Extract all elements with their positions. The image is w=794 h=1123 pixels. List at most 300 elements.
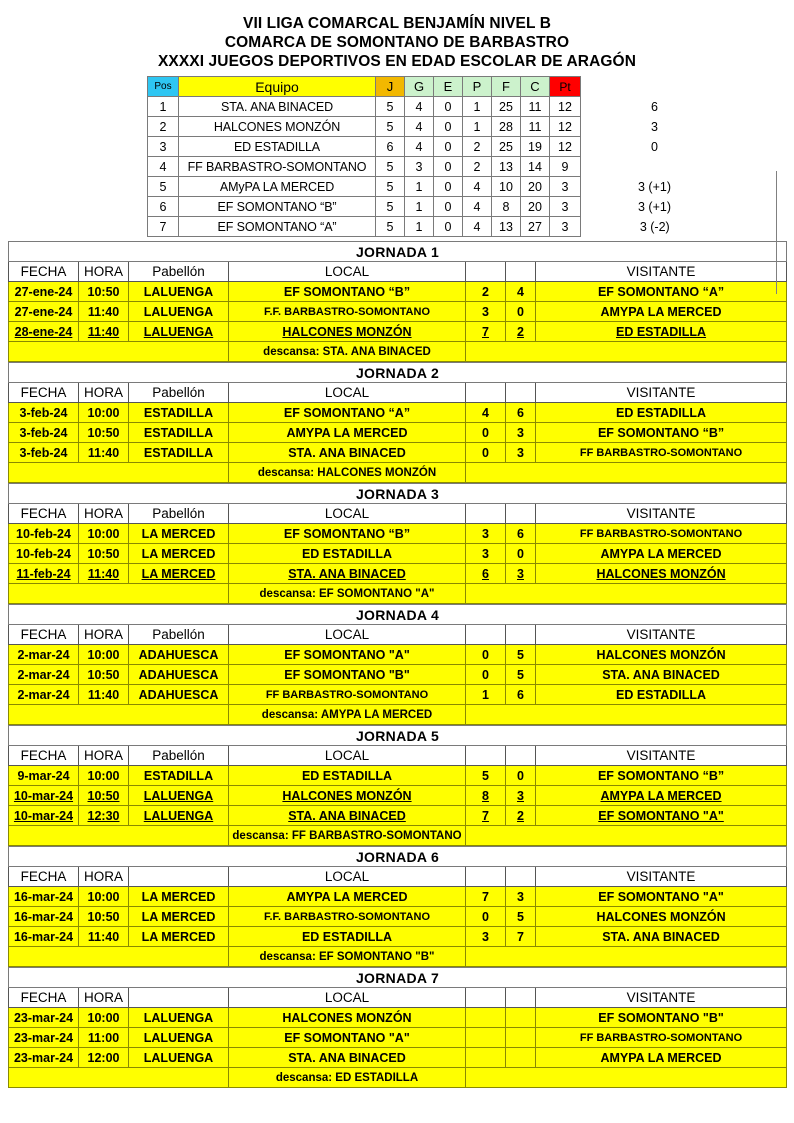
standings-cell-f: 13 xyxy=(492,217,521,237)
match-cell-local: HALCONES MONZÓN xyxy=(229,1008,466,1028)
standings-cell-e: 0 xyxy=(434,157,463,177)
descansa-left-blank xyxy=(9,947,229,967)
jornada-header-score1 xyxy=(466,746,506,766)
match-cell-score2: 5 xyxy=(506,907,536,927)
match-cell-visitante: HALCONES MONZÓN xyxy=(536,907,787,927)
descansa-right-blank xyxy=(466,342,787,362)
match-cell-score1: 4 xyxy=(466,403,506,423)
standings-cell-note: 3 (+1) xyxy=(581,177,729,197)
standings-cell-c: 11 xyxy=(521,97,550,117)
jornada-header-visitante: VISITANTE xyxy=(536,988,787,1008)
match-cell-score2: 4 xyxy=(506,282,536,302)
jornada-table xyxy=(8,725,787,846)
match-cell-fecha: 16-mar-24 xyxy=(9,927,79,947)
jornada-title-row xyxy=(9,726,787,746)
jornada-table xyxy=(8,241,787,362)
match-cell-fecha: 3-feb-24 xyxy=(9,443,79,463)
jornada-header-visitante: VISITANTE xyxy=(536,746,787,766)
match-cell-score1 xyxy=(466,1008,506,1028)
standings-cell-team: EF SOMONTANO “B” xyxy=(179,197,376,217)
jornada-header-pabellon: Pabellón xyxy=(129,625,229,645)
standings-row xyxy=(148,157,729,177)
match-row[interactable] xyxy=(9,645,787,665)
match-cell-score1: 3 xyxy=(466,302,506,322)
jornada-table xyxy=(8,483,787,604)
match-cell-pabellon: ADAHUESCA xyxy=(129,665,229,685)
match-row[interactable] xyxy=(9,806,787,826)
standings-cell-pt: 12 xyxy=(550,117,581,137)
standings-cell-pt: 9 xyxy=(550,157,581,177)
standings-cell-pos: 4 xyxy=(148,157,179,177)
title-line-1: VII LIGA COMARCAL BENJAMÍN NIVEL B xyxy=(243,15,551,32)
standings-cell-j: 5 xyxy=(376,217,405,237)
match-cell-visitante: AMYPA LA MERCED xyxy=(536,544,787,564)
match-cell-visitante: HALCONES MONZÓN xyxy=(536,645,787,665)
standings-cell-pos: 5 xyxy=(148,177,179,197)
match-row[interactable] xyxy=(9,1028,787,1048)
match-cell-score1: 7 xyxy=(466,887,506,907)
jornada-header-pabellon: Pabellón xyxy=(129,383,229,403)
match-cell-local: AMYPA LA MERCED xyxy=(229,887,466,907)
standings-header-p: P xyxy=(463,77,492,97)
match-cell-score2: 3 xyxy=(506,443,536,463)
jornada-header-local: LOCAL xyxy=(229,988,466,1008)
document-title-block xyxy=(0,0,794,71)
match-row[interactable] xyxy=(9,786,787,806)
match-cell-score2: 5 xyxy=(506,665,536,685)
descansa-row xyxy=(9,826,787,846)
jornadas-section xyxy=(0,241,794,1088)
standings-cell-pt: 12 xyxy=(550,97,581,117)
match-cell-visitante: AMYPA LA MERCED xyxy=(536,786,787,806)
standings-header-row xyxy=(148,77,729,97)
standings-cell-team: EF SOMONTANO “A” xyxy=(179,217,376,237)
jornada-header-pabellon: Pabellón xyxy=(129,746,229,766)
descansa-row xyxy=(9,584,787,604)
match-cell-fecha: 28-ene-24 xyxy=(9,322,79,342)
match-row[interactable] xyxy=(9,927,787,947)
match-cell-hora: 10:50 xyxy=(79,665,129,685)
match-cell-score2 xyxy=(506,1028,536,1048)
match-cell-fecha: 3-feb-24 xyxy=(9,403,79,423)
match-cell-local: AMYPA LA MERCED xyxy=(229,423,466,443)
match-cell-pabellon: ESTADILLA xyxy=(129,766,229,786)
match-cell-hora: 12:00 xyxy=(79,1048,129,1068)
match-row[interactable] xyxy=(9,685,787,705)
jornada-title: JORNADA 7 xyxy=(9,968,787,988)
match-cell-pabellon: ESTADILLA xyxy=(129,443,229,463)
match-cell-score2: 3 xyxy=(506,887,536,907)
jornada-header-hora: HORA xyxy=(79,504,129,524)
standings-cell-pos: 6 xyxy=(148,197,179,217)
match-cell-score1: 3 xyxy=(466,544,506,564)
match-cell-score1: 0 xyxy=(466,423,506,443)
jornada-header-score2 xyxy=(506,746,536,766)
match-cell-score2: 0 xyxy=(506,302,536,322)
match-cell-fecha: 23-mar-24 xyxy=(9,1048,79,1068)
match-cell-score1: 8 xyxy=(466,786,506,806)
standings-cell-p: 4 xyxy=(463,197,492,217)
jornada-table xyxy=(8,967,787,1088)
match-cell-fecha: 2-mar-24 xyxy=(9,665,79,685)
standings-row xyxy=(148,197,729,217)
standings-cell-f: 10 xyxy=(492,177,521,197)
jornada-header-hora: HORA xyxy=(79,262,129,282)
match-row[interactable] xyxy=(9,403,787,423)
match-row[interactable] xyxy=(9,766,787,786)
standings-cell-c: 14 xyxy=(521,157,550,177)
match-cell-visitante: EF SOMONTANO "A" xyxy=(536,806,787,826)
standings-cell-f: 25 xyxy=(492,97,521,117)
match-cell-pabellon: LA MERCED xyxy=(129,564,229,584)
descansa-row xyxy=(9,947,787,967)
standings-cell-pos: 2 xyxy=(148,117,179,137)
match-cell-score1: 5 xyxy=(466,766,506,786)
match-cell-pabellon: LALUENGA xyxy=(129,1048,229,1068)
match-row[interactable] xyxy=(9,1008,787,1028)
standings-cell-e: 0 xyxy=(434,117,463,137)
match-cell-pabellon: LALUENGA xyxy=(129,322,229,342)
match-cell-pabellon: LA MERCED xyxy=(129,544,229,564)
standings-header-note xyxy=(581,77,729,97)
match-cell-local: EF SOMONTANO "A" xyxy=(229,1028,466,1048)
match-cell-score2: 6 xyxy=(506,685,536,705)
match-cell-pabellon: LALUENGA xyxy=(129,806,229,826)
match-cell-hora: 10:00 xyxy=(79,766,129,786)
jornada-title-row xyxy=(9,847,787,867)
match-cell-visitante: EF SOMONTANO “B” xyxy=(536,766,787,786)
standings-cell-g: 4 xyxy=(405,137,434,157)
jornada-header-score2 xyxy=(506,383,536,403)
match-cell-score2: 7 xyxy=(506,927,536,947)
descansa-label: descansa: EF SOMONTANO "A" xyxy=(229,584,466,604)
match-cell-pabellon: LALUENGA xyxy=(129,1028,229,1048)
match-cell-visitante: ED ESTADILLA xyxy=(536,403,787,423)
standings-cell-pos: 1 xyxy=(148,97,179,117)
match-cell-visitante: AMYPA LA MERCED xyxy=(536,302,787,322)
standings-cell-team: FF BARBASTRO-SOMONTANO xyxy=(179,157,376,177)
match-cell-visitante: STA. ANA BINACED xyxy=(536,927,787,947)
match-row[interactable] xyxy=(9,282,787,302)
match-cell-score1: 3 xyxy=(466,524,506,544)
match-cell-local: STA. ANA BINACED xyxy=(229,564,466,584)
standings-cell-f: 8 xyxy=(492,197,521,217)
standings-header-g: G xyxy=(405,77,434,97)
standings-cell-pt: 3 xyxy=(550,217,581,237)
match-cell-pabellon: ADAHUESCA xyxy=(129,645,229,665)
descansa-label: descansa: EF SOMONTANO "B" xyxy=(229,947,466,967)
standings-cell-note: 6 xyxy=(581,97,729,117)
match-cell-score2 xyxy=(506,1048,536,1068)
descansa-left-blank xyxy=(9,1068,229,1088)
jornada-header-fecha: FECHA xyxy=(9,746,79,766)
standings-header-j: J xyxy=(376,77,405,97)
jornada-title-row xyxy=(9,242,787,262)
match-cell-score1: 7 xyxy=(466,322,506,342)
standings-row xyxy=(148,97,729,117)
match-cell-hora: 11:40 xyxy=(79,443,129,463)
match-cell-score1: 3 xyxy=(466,927,506,947)
match-cell-pabellon: LALUENGA xyxy=(129,302,229,322)
standings-cell-team: STA. ANA BINACED xyxy=(179,97,376,117)
jornada-header-local: LOCAL xyxy=(229,262,466,282)
match-cell-hora: 11:40 xyxy=(79,685,129,705)
match-row[interactable] xyxy=(9,544,787,564)
standings-cell-pos: 7 xyxy=(148,217,179,237)
standings-cell-g: 3 xyxy=(405,157,434,177)
standings-header-f: F xyxy=(492,77,521,97)
descansa-label: descansa: ED ESTADILLA xyxy=(229,1068,466,1088)
match-cell-fecha: 16-mar-24 xyxy=(9,887,79,907)
standings-cell-pt: 3 xyxy=(550,197,581,217)
match-cell-fecha: 23-mar-24 xyxy=(9,1008,79,1028)
match-cell-fecha: 10-mar-24 xyxy=(9,786,79,806)
descansa-right-blank xyxy=(466,584,787,604)
jornada-header-hora: HORA xyxy=(79,383,129,403)
jornada-header-pabellon xyxy=(129,988,229,1008)
standings-header-equipo: Equipo xyxy=(179,77,376,97)
match-cell-score1: 0 xyxy=(466,907,506,927)
jornada-header-pabellon: Pabellón xyxy=(129,504,229,524)
jornada-header-hora: HORA xyxy=(79,867,129,887)
match-row[interactable] xyxy=(9,524,787,544)
descansa-row xyxy=(9,1068,787,1088)
match-row[interactable] xyxy=(9,907,787,927)
standings-cell-p: 2 xyxy=(463,137,492,157)
match-cell-visitante: ED ESTADILLA xyxy=(536,322,787,342)
standings-cell-team: ED ESTADILLA xyxy=(179,137,376,157)
jornada-header-row xyxy=(9,504,787,524)
standings-cell-p: 4 xyxy=(463,177,492,197)
standings-cell-j: 5 xyxy=(376,177,405,197)
descansa-label: descansa: HALCONES MONZÓN xyxy=(229,463,466,483)
match-cell-score2: 6 xyxy=(506,524,536,544)
match-cell-visitante: EF SOMONTANO “B” xyxy=(536,423,787,443)
jornada-header-hora: HORA xyxy=(79,746,129,766)
standings-cell-e: 0 xyxy=(434,197,463,217)
jornada-title: JORNADA 4 xyxy=(9,605,787,625)
match-cell-visitante: EF SOMONTANO “A” xyxy=(536,282,787,302)
jornada-header-score1 xyxy=(466,383,506,403)
standings-row xyxy=(148,137,729,157)
match-cell-pabellon: LALUENGA xyxy=(129,282,229,302)
jornada-header-local: LOCAL xyxy=(229,625,466,645)
match-cell-visitante: HALCONES MONZÓN xyxy=(536,564,787,584)
standings-cell-e: 0 xyxy=(434,97,463,117)
match-cell-score1: 0 xyxy=(466,443,506,463)
match-cell-hora: 10:00 xyxy=(79,1008,129,1028)
descansa-left-blank xyxy=(9,826,229,846)
jornada-header-pabellon xyxy=(129,867,229,887)
descansa-right-blank xyxy=(466,826,787,846)
match-cell-hora: 10:50 xyxy=(79,282,129,302)
match-cell-visitante: FF BARBASTRO-SOMONTANO xyxy=(536,443,787,463)
match-row[interactable] xyxy=(9,665,787,685)
jornada-header-row xyxy=(9,867,787,887)
standings-cell-c: 20 xyxy=(521,177,550,197)
match-cell-score1: 1 xyxy=(466,685,506,705)
jornada-header-local: LOCAL xyxy=(229,867,466,887)
jornada-header-visitante: VISITANTE xyxy=(536,504,787,524)
match-cell-score2: 3 xyxy=(506,786,536,806)
standings-header-e: E xyxy=(434,77,463,97)
match-cell-local: FF BARBASTRO-SOMONTANO xyxy=(229,685,466,705)
jornada-header-score2 xyxy=(506,988,536,1008)
standings-cell-pt: 12 xyxy=(550,137,581,157)
standings-cell-p: 2 xyxy=(463,157,492,177)
jornada-header-row xyxy=(9,625,787,645)
match-cell-pabellon: LA MERCED xyxy=(129,524,229,544)
match-row[interactable] xyxy=(9,322,787,342)
match-cell-score1: 0 xyxy=(466,645,506,665)
match-cell-fecha: 3-feb-24 xyxy=(9,423,79,443)
jornada-header-fecha: FECHA xyxy=(9,867,79,887)
standings-cell-e: 0 xyxy=(434,217,463,237)
match-cell-visitante: EF SOMONTANO "A" xyxy=(536,887,787,907)
descansa-label: descansa: FF BARBASTRO-SOMONTANO xyxy=(229,826,466,846)
match-cell-score1 xyxy=(466,1028,506,1048)
match-cell-hora: 10:50 xyxy=(79,786,129,806)
match-cell-fecha: 10-feb-24 xyxy=(9,524,79,544)
descansa-label: descansa: STA. ANA BINACED xyxy=(229,342,466,362)
standings-table xyxy=(147,76,729,237)
jornada-header-score2 xyxy=(506,262,536,282)
match-cell-hora: 10:00 xyxy=(79,645,129,665)
jornada-header-score1 xyxy=(466,867,506,887)
standings-cell-note: 3 xyxy=(581,117,729,137)
match-row[interactable] xyxy=(9,564,787,584)
match-cell-hora: 10:00 xyxy=(79,887,129,907)
jornada-title: JORNADA 1 xyxy=(9,242,787,262)
standings-cell-team: AMyPA LA MERCED xyxy=(179,177,376,197)
jornada-header-row xyxy=(9,988,787,1008)
standings-cell-c: 11 xyxy=(521,117,550,137)
jornada-table xyxy=(8,362,787,483)
standings-header-pos: Pos xyxy=(148,77,179,97)
jornada-header-score2 xyxy=(506,867,536,887)
match-cell-score2: 5 xyxy=(506,645,536,665)
match-cell-hora: 12:30 xyxy=(79,806,129,826)
jornada-header-score2 xyxy=(506,504,536,524)
match-cell-hora: 10:00 xyxy=(79,403,129,423)
match-cell-visitante: AMYPA LA MERCED xyxy=(536,1048,787,1068)
standings-cell-c: 20 xyxy=(521,197,550,217)
standings-cell-note: 3 (-2) xyxy=(581,217,729,237)
jornada-header-visitante: VISITANTE xyxy=(536,625,787,645)
jornada-header-score1 xyxy=(466,262,506,282)
descansa-left-blank xyxy=(9,463,229,483)
standings-cell-note xyxy=(581,157,729,177)
match-cell-fecha: 27-ene-24 xyxy=(9,282,79,302)
jornada-header-fecha: FECHA xyxy=(9,262,79,282)
match-row[interactable] xyxy=(9,443,787,463)
standings-cell-j: 6 xyxy=(376,137,405,157)
match-cell-score2: 0 xyxy=(506,766,536,786)
match-cell-hora: 10:50 xyxy=(79,423,129,443)
standings-cell-note: 3 (+1) xyxy=(581,197,729,217)
match-cell-pabellon: LA MERCED xyxy=(129,887,229,907)
jornada-header-fecha: FECHA xyxy=(9,625,79,645)
match-row[interactable] xyxy=(9,423,787,443)
match-cell-local: STA. ANA BINACED xyxy=(229,806,466,826)
jornada-table xyxy=(8,846,787,967)
match-cell-visitante: ED ESTADILLA xyxy=(536,685,787,705)
title-line-2: COMARCA DE SOMONTANO DE BARBASTRO xyxy=(224,34,570,51)
standings-cell-g: 4 xyxy=(405,97,434,117)
match-cell-local: EF SOMONTANO “A” xyxy=(229,403,466,423)
match-cell-local: STA. ANA BINACED xyxy=(229,443,466,463)
standings-cell-e: 0 xyxy=(434,137,463,157)
match-cell-fecha: 23-mar-24 xyxy=(9,1028,79,1048)
descansa-row xyxy=(9,705,787,725)
standings-section xyxy=(0,76,794,237)
match-cell-hora: 11:40 xyxy=(79,302,129,322)
jornada-header-local: LOCAL xyxy=(229,746,466,766)
match-cell-hora: 10:50 xyxy=(79,544,129,564)
standings-cell-g: 4 xyxy=(405,117,434,137)
match-cell-fecha: 2-mar-24 xyxy=(9,645,79,665)
descansa-right-blank xyxy=(466,463,787,483)
standings-cell-j: 5 xyxy=(376,197,405,217)
match-cell-pabellon: LA MERCED xyxy=(129,907,229,927)
standings-cell-c: 27 xyxy=(521,217,550,237)
jornada-title: JORNADA 3 xyxy=(9,484,787,504)
match-cell-pabellon: ADAHUESCA xyxy=(129,685,229,705)
jornada-table xyxy=(8,604,787,725)
match-cell-score1 xyxy=(466,1048,506,1068)
standings-cell-g: 1 xyxy=(405,217,434,237)
match-cell-hora: 10:00 xyxy=(79,524,129,544)
match-cell-score1: 0 xyxy=(466,665,506,685)
jornada-header-visitante: VISITANTE xyxy=(536,383,787,403)
match-cell-fecha: 2-mar-24 xyxy=(9,685,79,705)
jornada-header-hora: HORA xyxy=(79,988,129,1008)
descansa-left-blank xyxy=(9,342,229,362)
jornada-header-pabellon: Pabellón xyxy=(129,262,229,282)
standings-header-c: C xyxy=(521,77,550,97)
jornada-header-local: LOCAL xyxy=(229,383,466,403)
jornada-header-fecha: FECHA xyxy=(9,504,79,524)
descansa-row xyxy=(9,463,787,483)
standings-cell-p: 1 xyxy=(463,97,492,117)
standings-row xyxy=(148,117,729,137)
jornada-header-visitante: VISITANTE xyxy=(536,262,787,282)
jornada-title: JORNADA 6 xyxy=(9,847,787,867)
match-cell-fecha: 16-mar-24 xyxy=(9,907,79,927)
standings-cell-p: 1 xyxy=(463,117,492,137)
match-row[interactable] xyxy=(9,887,787,907)
standings-cell-e: 0 xyxy=(434,177,463,197)
descansa-left-blank xyxy=(9,705,229,725)
jornada-title-row xyxy=(9,968,787,988)
match-cell-local: EF SOMONTANO “B” xyxy=(229,524,466,544)
match-cell-local: EF SOMONTANO "A" xyxy=(229,645,466,665)
match-cell-score1: 2 xyxy=(466,282,506,302)
jornada-header-row xyxy=(9,383,787,403)
standings-cell-g: 1 xyxy=(405,177,434,197)
title-line-3: XXXXI JUEGOS DEPORTIVOS EN EDAD ESCOLAR DE ARAGÓN xyxy=(157,53,636,70)
descansa-row xyxy=(9,342,787,362)
standings-cell-p: 4 xyxy=(463,217,492,237)
jornada-header-score1 xyxy=(466,988,506,1008)
match-cell-local: HALCONES MONZÓN xyxy=(229,786,466,806)
match-cell-local: F.F. BARBASTRO-SOMONTANO xyxy=(229,907,466,927)
match-cell-hora: 11:40 xyxy=(79,564,129,584)
match-row[interactable] xyxy=(9,302,787,322)
standings-cell-j: 5 xyxy=(376,117,405,137)
standings-cell-pos: 3 xyxy=(148,137,179,157)
match-row[interactable] xyxy=(9,1048,787,1068)
